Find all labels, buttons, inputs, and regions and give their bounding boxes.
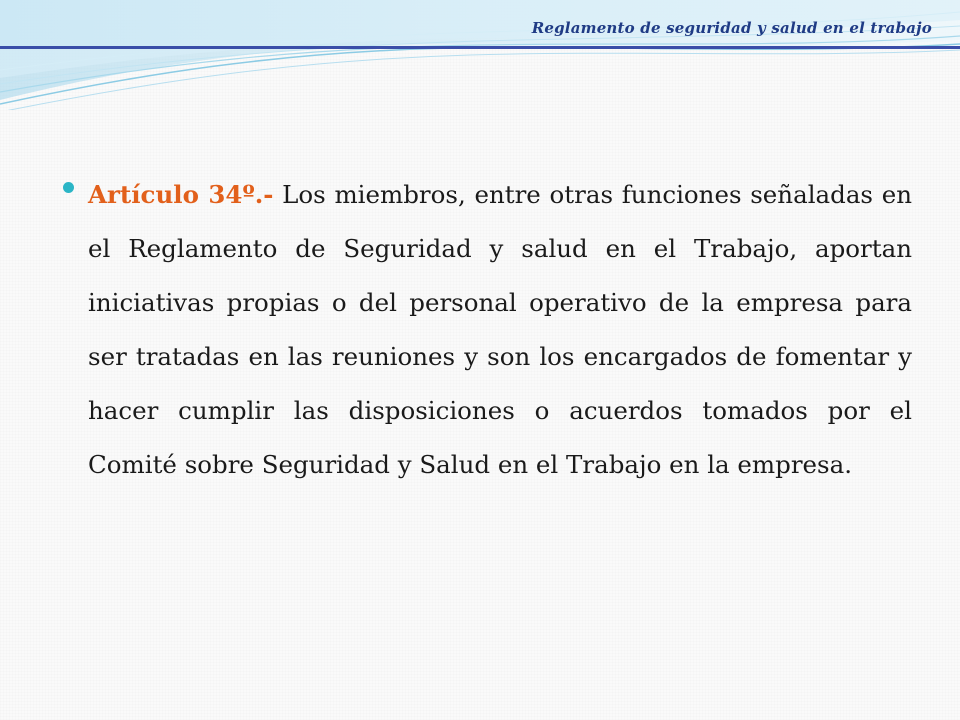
article-body: Los miembros, entre otras funciones señaladas en el Reglamento de Seguridad y salud en el Trabajo, aportan iniciativas propias o del personal operativo de la empresa para ser tratadas en las reuniones y son los encargados de fomentar y hacer cumplir las disposiciones o acuerdos tomados por el Comité sobre Seguridad y Salud en el Trabajo en la empresa. [88, 180, 912, 479]
slide-content [60, 168, 912, 492]
article-paragraph [88, 168, 912, 492]
header-wave-decoration [0, 0, 960, 110]
bullet-item [60, 168, 912, 492]
article-heading: Artículo 34º.- [88, 180, 274, 209]
header-divider [0, 46, 960, 49]
bullet-dot-icon [63, 182, 74, 193]
header-title: Reglamento de seguridad y salud en el trabajo [531, 19, 932, 37]
